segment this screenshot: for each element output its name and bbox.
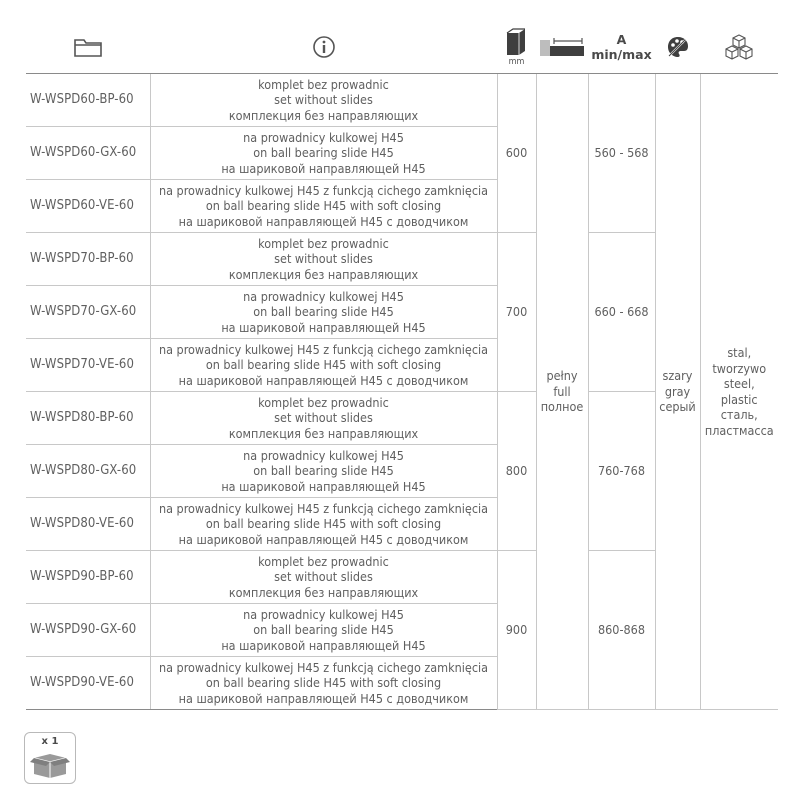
- table-header: [26, 20, 778, 74]
- product-description: [150, 74, 497, 127]
- description-line: na prowadnicy kulkowej H45 z funkcją cichego zamknięcia: [158, 500, 489, 516]
- extension-line: pełny: [546, 368, 578, 384]
- palette-icon: [666, 35, 690, 59]
- product-code: W-WSPD90-VE-60: [26, 657, 150, 710]
- product-description: [150, 286, 497, 339]
- description-line: на шариковой направляющей H45: [221, 319, 426, 335]
- header-depth-cell: [497, 20, 536, 74]
- description-line: on ball bearing slide H45 with soft closing: [205, 675, 442, 691]
- description-line: na prowadnicy kulkowej H45: [243, 447, 404, 463]
- product-description: [150, 233, 497, 286]
- description-line: na prowadnicy kulkowej H45: [243, 288, 404, 304]
- folder-icon: [73, 36, 103, 58]
- description-line: комплекция без направляющих: [228, 107, 419, 123]
- extension-line: полное: [540, 399, 584, 415]
- extension-type: [536, 74, 588, 710]
- description-line: na prowadnicy kulkowej H45: [243, 606, 404, 622]
- material-line: tworzywo: [712, 360, 767, 376]
- material-value: [700, 74, 778, 710]
- description-line: на шариковой направляющей H45: [221, 478, 426, 494]
- width-value: 700: [497, 233, 536, 392]
- product-code: W-WSPD80-BP-60: [26, 392, 150, 445]
- product-description: [150, 392, 497, 445]
- header-ext-cell: [536, 20, 588, 74]
- product-description: [150, 445, 497, 498]
- description-line: komplet bez prowadnic: [258, 553, 389, 569]
- material-line: stal,: [727, 345, 752, 360]
- product-code: W-WSPD70-GX-60: [26, 286, 150, 339]
- width-icon: [538, 34, 586, 60]
- description-line: na prowadnicy kulkowej H45: [243, 129, 404, 145]
- description-line: na prowadnicy kulkowej H45 z funkcją cichego zamknięcia: [158, 659, 489, 675]
- box-icon: [30, 750, 70, 780]
- product-description: [150, 657, 497, 710]
- header-desc-cell: [150, 20, 497, 74]
- header-code-cell: [26, 20, 150, 74]
- description-line: на шариковой направляющей H45 с доводчиком: [178, 690, 469, 706]
- info-icon: [312, 35, 336, 59]
- header-color-cell: [655, 20, 700, 74]
- description-line: комплекция без направляющих: [228, 584, 419, 600]
- depth-icon: [505, 27, 529, 59]
- description-line: на шариковой направляющей H45: [221, 160, 426, 176]
- material-line: пластмасса: [704, 422, 774, 438]
- product-description: [150, 127, 497, 180]
- cubes-icon: [724, 34, 754, 60]
- material-line: сталь,: [720, 407, 758, 422]
- description-line: set without slides: [274, 410, 373, 426]
- width-value: 600: [497, 74, 536, 233]
- description-line: на шариковой направляющей H45 с доводчиком: [178, 531, 469, 547]
- description-line: set without slides: [274, 251, 373, 267]
- description-line: komplet bez prowadnic: [258, 235, 389, 251]
- dim-letter: A: [616, 32, 627, 47]
- package-quantity: x 1: [41, 736, 59, 747]
- product-code: W-WSPD60-VE-60: [26, 180, 150, 233]
- product-code: W-WSPD70-VE-60: [26, 339, 150, 392]
- description-line: set without slides: [274, 569, 373, 585]
- product-code: W-WSPD90-BP-60: [26, 551, 150, 604]
- header-range-cell: [588, 20, 655, 74]
- range-value: 560 - 568: [588, 74, 655, 233]
- description-line: on ball bearing slide H45 with soft closing: [205, 357, 442, 373]
- product-table: [26, 74, 778, 710]
- description-line: na prowadnicy kulkowej H45 z funkcją cichego zamknięcia: [158, 182, 489, 198]
- product-description: [150, 498, 497, 551]
- range-value: 660 - 668: [588, 233, 655, 392]
- material-line: steel,: [723, 376, 755, 391]
- color-value: [655, 74, 700, 710]
- table-row: [26, 74, 778, 127]
- dim-sub: min/max: [591, 47, 652, 62]
- description-line: set without slides: [274, 92, 373, 108]
- description-line: на шариковой направляющей H45 с доводчиком: [178, 372, 469, 388]
- width-value: 900: [497, 551, 536, 710]
- description-line: komplet bez prowadnic: [258, 394, 389, 410]
- color-line: серый: [659, 399, 696, 415]
- description-line: на шариковой направляющей H45: [221, 637, 426, 653]
- product-description: [150, 339, 497, 392]
- header-material-cell: [700, 20, 778, 74]
- range-value: 860-868: [588, 551, 655, 710]
- product-code: W-WSPD80-VE-60: [26, 498, 150, 551]
- product-code: W-WSPD70-BP-60: [26, 233, 150, 286]
- depth-unit: mm: [508, 57, 525, 67]
- description-line: on ball bearing slide H45: [253, 304, 394, 320]
- description-line: on ball bearing slide H45 with soft closing: [205, 516, 442, 532]
- product-description: [150, 551, 497, 604]
- description-line: na prowadnicy kulkowej H45 z funkcją cichego zamknięcia: [158, 341, 489, 357]
- product-code: W-WSPD80-GX-60: [26, 445, 150, 498]
- description-line: на шариковой направляющей H45 с доводчиком: [178, 213, 469, 229]
- product-code: W-WSPD60-BP-60: [26, 74, 150, 127]
- width-value: 800: [497, 392, 536, 551]
- product-description: [150, 604, 497, 657]
- description-line: комплекция без направляющих: [228, 266, 419, 282]
- description-line: on ball bearing slide H45: [253, 463, 394, 479]
- description-line: on ball bearing slide H45: [253, 622, 394, 638]
- product-code: W-WSPD60-GX-60: [26, 127, 150, 180]
- color-line: szary: [662, 368, 693, 384]
- description-line: on ball bearing slide H45: [253, 145, 394, 161]
- product-description: [150, 180, 497, 233]
- product-code: W-WSPD90-GX-60: [26, 604, 150, 657]
- description-line: on ball bearing slide H45 with soft closing: [205, 198, 442, 214]
- color-line: gray: [664, 383, 691, 399]
- description-line: комплекция без направляющих: [228, 425, 419, 441]
- package-badge: [24, 732, 76, 784]
- extension-line: full: [553, 383, 571, 399]
- range-value: 760-768: [588, 392, 655, 551]
- description-line: komplet bez prowadnic: [258, 76, 389, 92]
- material-line: plastic: [720, 391, 758, 407]
